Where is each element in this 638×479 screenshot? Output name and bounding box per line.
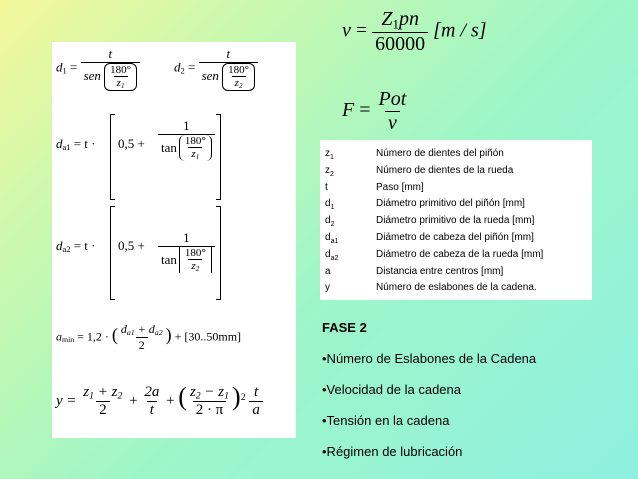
velocity-fraction (372, 8, 428, 56)
legend-symbol: d (325, 248, 331, 260)
force-formula: F = $\frac{\text{Pot}}{v}$ (342, 88, 409, 135)
legend-row (320, 180, 592, 195)
velocity-num-z: Z (381, 8, 393, 30)
da2-fraction: 1 tan $\frac{180^\circ}{z_2}$ (158, 230, 215, 273)
force-num: Pot (378, 88, 407, 110)
velocity-formula: v = $\frac{Z_1pn}{60000}$ [m / s] (342, 8, 487, 56)
legend-row (320, 264, 592, 279)
velocity-unit: [m / s] (433, 19, 487, 42)
legend-description: Número de dientes de la rueda (376, 164, 514, 176)
formula-da2: $d_{a2} = t$ · (56, 238, 96, 255)
velocity-num-sub: 1 (392, 16, 399, 32)
legend-symbol: a (325, 265, 331, 277)
legend-symbol-sub: 1 (330, 154, 334, 161)
bullet-lubricacion: •Régimen de lubricación (322, 444, 463, 459)
legend-description: Diámetro de cabeza del piñón [mm] (376, 232, 534, 243)
formula-panel (52, 42, 296, 438)
legend-symbol-sub: 1 (330, 204, 335, 212)
legend-row (320, 247, 592, 262)
formula-da1: $d_{a1} = t$ · (56, 136, 96, 153)
legend-description: Diámetro primitivo de la rueda [mm] (376, 215, 535, 227)
legend-symbol: t (325, 181, 328, 193)
force-lhs: F (342, 99, 355, 122)
da2-half: 0,5 + (118, 238, 145, 253)
legend-symbol: z (325, 148, 330, 159)
legend-symbol-sub: 2 (330, 170, 334, 178)
legend-row (320, 196, 592, 211)
velocity-lhs: v (342, 19, 351, 42)
legend-symbol: d (325, 215, 331, 227)
legend-symbol: d (325, 198, 331, 210)
velocity-den: 60000 (372, 32, 428, 56)
formula-amin: $a_{min} = 1,2$ · ( $\frac{d_{a1} + d_{a2}}{2}$ ) + [30..50mm] (56, 322, 242, 352)
bullet-velocidad: •Velocidad de la cadena (322, 382, 461, 397)
bullet-eslabones: •Número de Eslabones de la Cadena (322, 351, 537, 366)
legend-symbol-sub: a2 (330, 254, 339, 262)
symbol-legend (320, 140, 592, 300)
legend-description: Distancia entre centros [mm] (376, 265, 504, 277)
legend-row (320, 146, 592, 161)
velocity-num-rest: pn (398, 8, 419, 30)
legend-symbol-sub: a1 (330, 238, 339, 245)
legend-row (320, 230, 592, 245)
legend-row (320, 213, 592, 228)
force-fraction (376, 88, 410, 135)
formula-d1: $d_1$ = t sen $\frac{180^\circ}{z_1}$ (56, 46, 140, 91)
legend-description: Número de eslabones de la cadena. (376, 282, 537, 294)
fase-title: FASE 2 (322, 320, 367, 335)
formula-y: y = $\frac{z_1 + z_2}{2}$ + $\frac{2a}{t}$ + ( $\frac{z_2 - z_1}{2 \cdot \pi}$ )$^2$ $\frac{t}{a}$ (56, 382, 263, 419)
legend-row (320, 163, 592, 178)
legend-symbol: y (325, 282, 330, 294)
legend-row (320, 280, 592, 295)
legend-description: Paso [mm] (376, 181, 424, 193)
da1-half: 0,5 + (118, 136, 145, 151)
legend-symbol: d (325, 232, 331, 243)
legend-description: Diámetro de cabeza de la rueda [mm] (376, 248, 544, 260)
bullet-tension: •Tensión en la cadena (322, 413, 450, 428)
legend-symbol-sub: 2 (330, 221, 335, 229)
legend-description: Número de dientes del piñón (376, 148, 504, 159)
legend-symbol: z (325, 164, 330, 176)
da1-fraction: 1 tan $\frac{180^\circ}{z_1}$ (158, 118, 215, 161)
force-den: v (385, 111, 400, 135)
formula-d2: $d_2$ = t sen $\frac{180^\circ}{z_2}$ (174, 46, 258, 91)
legend-description: Diámetro primitivo del piñón [mm] (376, 198, 525, 210)
